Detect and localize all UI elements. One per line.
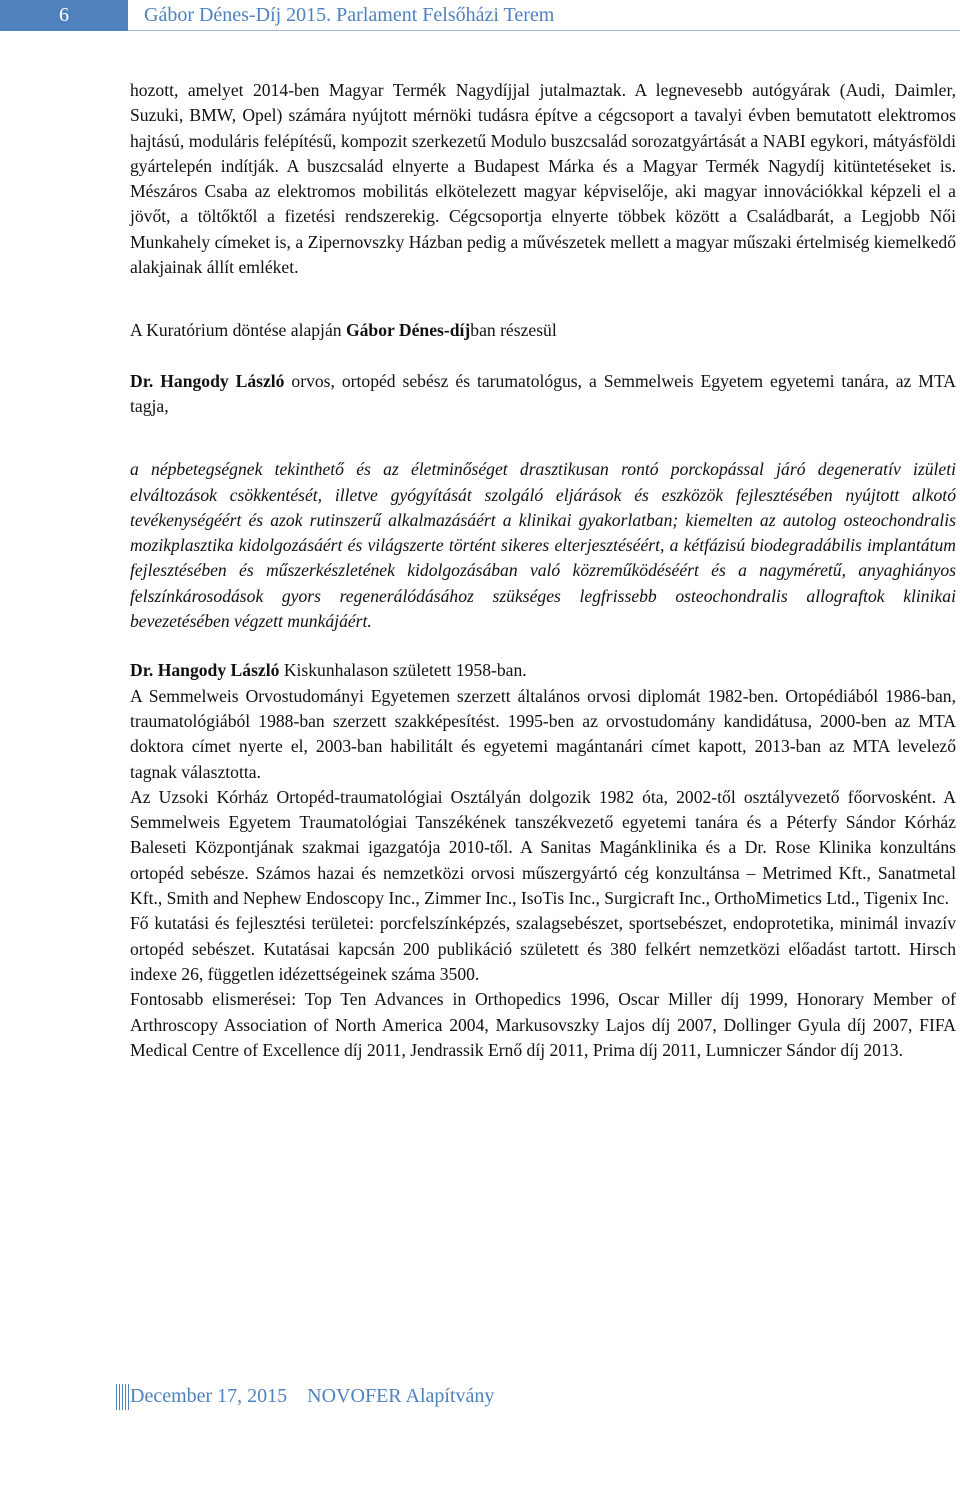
laureate-title: orvos, ortopéd sebész és tarumatológus, a Semmelweis Egyetem egyetemi tanára, az MTA tagja,	[130, 370, 956, 416]
award-name: Gábor Dénes-díj	[345, 320, 471, 341]
bio-career: Az Uzsoki Kórház Ortopéd-traumatológiai Osztályán dolgozik 1982 óta, 2002-től osztályvezető főorvosként. A Semmelweis Egyetem Traumatológiai Tanszékének tanszékvezető egyetemi tanára és a Péterfy Sándor Kórház Baleseti Központjának szakmai igazgatója 2010-től. A Sanitas Magánklinika és a Dr. Rose Klinika konzultáns ortopéd sebésze. Számos hazai és nemzetközi orvosi műszergyártó cég konzultánsa – Metrimed Kft., Sanatmetal Kft., Smith and Nephew Endoscopy Inc., Zimmer Inc., IsoTis Inc., Surgicraft Inc., OrthoMimetics Ltd., Tigenix Inc.	[130, 786, 956, 909]
bio-education: A Semmelweis Orvostudományi Egyetemen szerzett általános orvosi diplomát 1982-ben. Ortopédiából 1986-ban, traumatológiából 1988-ban szerzett szakképesítést. 1995-ben az orvostudomány kandidátusa, 2000-ben az MTA doktora címet nyerte el, 2003-ban habilitált és egyetemi magántanári címet kapott, 2013-ban az MTA levelező tagnak választotta.	[130, 685, 956, 782]
footer-date: December 17, 2015	[130, 1385, 288, 1407]
laureate-name: Dr. Hangody László	[130, 370, 285, 391]
footer-text	[130, 1384, 494, 1410]
page-header	[0, 0, 960, 31]
citation-paragraph: a népbetegségnek tekinthető és az életminőséget drasztikusan rontó porckopással járó degeneratív izületi elváltozások csökkentését, illetve gyógyítását szolgáló eljárások és eszközök fejlesztésében nyújtott alkotó tevékenységéért és azok rutinszerű alkalmazásáért a klinikai gyakorlatban; kiemelten az autolog osteochondralis mozikplasztika kidolgozásáért és világszerte történt sikeres elterjesztéséért, a kétfázisú biodegradábilis implantátum fejlesztésében és műszerkészletének kidolgozásában való közreműködéséért és a nagyméretű, anyaghiányos felszínkárosodások gyors regenerálódásához szükséges legfrissebb osteochondralis allograftok klinikai bevezetésében végzett munkájáért.	[130, 459, 956, 632]
decision-line	[130, 318, 956, 343]
bio-awards: Fontosabb elismerései: Top Ten Advances in Orthopedics 1996, Oscar Miller díj 1999, Honorary Member of Arthroscopy Association of North America 2004, Markusovszky Lajos díj 2007, Dollinger Gyula díj 2007, FIFA Medical Centre of Excellence díj 2011, Jendrassik Ernő díj 2011, Prima díj 2011, Lumniczer Sándor díj 2013.	[130, 989, 956, 1060]
intro-paragraph: hozott, amelyet 2014-ben Magyar Termék Nagydíjjal jutalmaztak. A legnevesebb autógyárak (Audi, Daimler, Suzuki, BMW, Opel) számára nyújtott mérnöki tudásra építve a cégcsoport a tavalyi évben bemutatott elektromos hajtású, moduláris felépítésű, kompozit szerkezetű Modulo buszcsalád sorozatgyártását a NABI egykori, mátyásföldi gyártelepén indítják. A buszcsalád elnyerte a Budapest Márka és a Magyar Termék Nagydíj kitüntetéseket is. Mészáros Csaba az elektromos mobilitás elkötelezett magyar képviselője, aki magyar innovációkkal képzeli el a jövőt, a töltőktől a fizetési rendszerekig. Cégcsoportja elnyerte többek között a Családbarát, a Legjobb Női Munkahely címeket is, a Zipernovszky Házban pedig a művészetek mellett a magyar műszaki értelmiség kiemelkedő alakjainak állít emléket.	[130, 80, 956, 278]
spacer	[130, 344, 956, 369]
page-number: 6	[0, 0, 128, 31]
footer-organization: NOVOFER Alapítvány	[307, 1385, 495, 1407]
bio-research: Fő kutatási és fejlesztési területei: porcfelszínképzés, szalagsebészet, sportsebészet, endoprotetika, minimál invazív ortopéd sebészet. Kutatásai kapcsán 200 publikáció született és 380 felkért nemzetközi előadást tartott. Hirsch indexe 26, független idézettségeinek száma 3500.	[130, 913, 956, 984]
spacer	[130, 419, 956, 457]
document-body	[130, 78, 956, 1063]
decision-suffix: ban részesül	[470, 320, 557, 341]
header-rule	[128, 30, 960, 31]
bio-born-line	[130, 658, 956, 683]
bio-name: Dr. Hangody László	[130, 660, 280, 681]
spacer	[130, 280, 956, 318]
laureate-line	[130, 369, 956, 420]
footer-bars-decoration	[116, 1384, 130, 1410]
bio-born: Kiskunhalason született 1958-ban.	[279, 660, 527, 681]
decision-prefix: A Kuratórium döntése alapján	[130, 320, 346, 341]
spacer	[130, 634, 956, 658]
header-title: Gábor Dénes-Díj 2015. Parlament Felsőházi Terem	[144, 4, 555, 26]
